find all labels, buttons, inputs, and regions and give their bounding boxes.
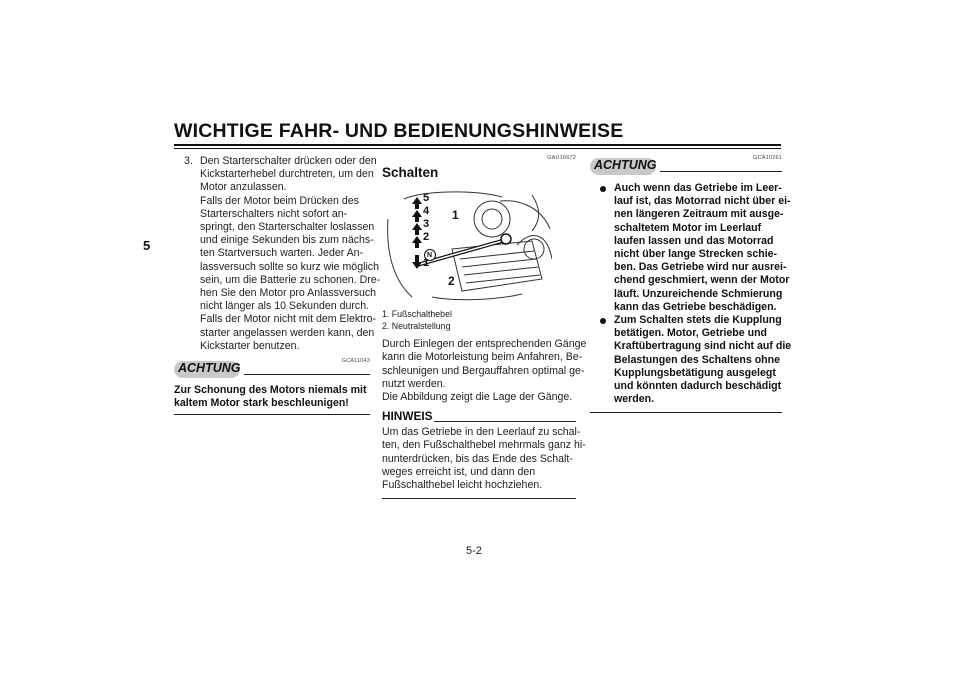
warning-header	[174, 359, 370, 381]
hinweis-rule	[434, 421, 576, 422]
page-title: WICHTIGE FAHR- UND BEDIENUNGSHINWEISE	[174, 120, 624, 142]
gear-shift-illustration	[382, 189, 552, 304]
step-line: Falls der Motor beim Drücken des	[200, 194, 359, 207]
gear-label-4: 4	[423, 205, 430, 218]
para-line: schleunigen und Bergauffahren optimal ge-	[382, 364, 585, 377]
warning-bullets	[590, 182, 792, 406]
step-line: Kickstarter benutzen.	[200, 339, 300, 352]
hinweis-label: HINWEIS	[382, 409, 433, 424]
bullet-line: betätigen. Motor, Getriebe und	[614, 327, 768, 340]
bullet-icon	[600, 186, 606, 192]
warning-end-rule	[590, 412, 782, 413]
hinweis-text	[382, 426, 586, 492]
warning-line: kaltem Motor stark beschleunigen!	[174, 397, 349, 410]
warning-badge	[174, 361, 240, 378]
warning-line: Zur Schonung des Motors niemals mit	[174, 384, 367, 397]
bullet-line: kann das Getriebe beschädigen.	[614, 300, 777, 313]
step-line: sein, um die Batterie zu schonen. Dre-	[200, 273, 381, 286]
bullet-line: läuft. Unzureichende Schmierung	[614, 287, 783, 300]
reference-code: GAU16672	[547, 155, 576, 161]
step-line: springt, den Starterschalter loslassen	[200, 221, 375, 234]
bullet-line: und könnten dadurch beschädigt	[614, 380, 782, 393]
gear-shift-figure	[382, 189, 552, 304]
para-line: nutzt werden.	[382, 377, 446, 390]
step-line: ten Startversuch warten. Jeder An-	[200, 247, 364, 260]
gear-label-n: N	[427, 252, 433, 260]
bullet-line: Kraftübertragung sind nicht auf die	[614, 340, 792, 353]
para-line: kann die Motorleistung beim Anfahren, Be-	[382, 351, 583, 364]
caption-1: 1. Fußschalthebel	[382, 309, 452, 320]
hinweis-end-rule	[382, 498, 576, 499]
right-column	[590, 152, 792, 413]
step-line: und einige Sekunden bis zum nächs-	[200, 234, 374, 247]
step-line: Falls der Motor nicht mit dem Elektro-	[200, 313, 377, 326]
chapter-tab: 5	[143, 238, 151, 253]
para-line: Die Abbildung zeigt die Lage der Gänge.	[382, 391, 573, 404]
hinweis-header	[382, 408, 576, 426]
bullet-line: ben. Das Getriebe wird nur ausrei-	[614, 261, 787, 274]
step-line: Kickstarterhebel durchtreten, um den	[200, 168, 374, 181]
hinweis-line: weges erreicht ist, und dann den	[382, 465, 536, 478]
section-title: Schalten	[382, 165, 439, 180]
step-line: Den Starterschalter drücken oder den	[200, 155, 377, 167]
gear-label-3: 3	[423, 218, 430, 231]
warning-bullet-2	[590, 314, 792, 406]
gear-label-2: 2	[423, 231, 430, 244]
bullet-line: Auch wenn das Getriebe im Leer-	[614, 182, 782, 194]
step-line: nicht länger als 10 Sekunden durch.	[200, 300, 370, 313]
bullet-line: chend geschmiert, wenn der Motor	[614, 274, 790, 287]
warning-text	[174, 384, 370, 410]
shift-paragraph	[382, 338, 587, 404]
warning-bullet-1	[590, 182, 791, 314]
caption-2: 2. Neutralstellung	[382, 320, 451, 331]
bullet-line: Kupplungsbetätigung ausgelegt	[614, 366, 776, 379]
bullet-line: schaltetem Motor im Leerlauf	[614, 221, 762, 234]
bullet-line: laufen lassen und das Motorrad	[614, 234, 774, 247]
step-line: lassversuch sollte so kurz wie möglich	[200, 260, 379, 273]
bullet-line: Zum Schalten stets die Kupplung	[614, 314, 782, 327]
reference-code: GCA10261	[753, 155, 782, 161]
warning-rule	[244, 374, 370, 375]
gear-label-1: 1	[423, 257, 430, 270]
para-line: Durch Einlegen der entsprechenden Gänge	[382, 338, 587, 351]
callout-2: 2	[448, 274, 455, 289]
bullet-line: nen längeren Zeitraum mit ausge-	[614, 208, 784, 221]
warning-end-rule	[174, 414, 370, 415]
figure-captions	[382, 309, 576, 332]
step-line: starter angelassen werden kann, den	[200, 326, 375, 339]
step-line: hen Sie den Motor pro Anlassversuch	[200, 287, 377, 300]
bullet-line: nicht über lange Strecken schie-	[614, 248, 778, 261]
title-rule	[174, 144, 781, 146]
step-number: 3.	[184, 155, 193, 167]
step-line: Starterschalters nicht sofort an-	[200, 207, 348, 220]
hinweis-line: nunterdrücken, bis das Ende des Schalt-	[382, 452, 573, 465]
bullet-icon	[600, 318, 606, 324]
middle-column	[382, 152, 587, 499]
warning-rule	[660, 171, 782, 172]
callout-1: 1	[452, 208, 459, 223]
left-column	[174, 152, 381, 415]
bullet-line: lauf ist, das Motorrad nicht über ei-	[614, 195, 791, 208]
reference-code: GCA11043	[341, 358, 370, 365]
hinweis-line: ten, den Fußschalthebel mehrmals ganz hi-	[382, 439, 586, 452]
page-number: 5-2	[466, 545, 482, 557]
warning-badge	[590, 158, 656, 175]
hinweis-line: Fußschalthebel leicht hochziehen.	[382, 479, 543, 492]
bullet-line: werden.	[614, 393, 655, 406]
warning-label: ACHTUNG	[178, 361, 241, 376]
step-3	[174, 155, 381, 353]
step-line: Motor anzulassen.	[200, 181, 287, 194]
gear-label-5: 5	[423, 192, 430, 205]
warning-label: ACHTUNG	[594, 158, 657, 172]
warning-header	[590, 156, 782, 178]
hinweis-line: Um das Getriebe in den Leerlauf zu schal-	[382, 426, 581, 439]
title-rule-thin	[174, 148, 781, 149]
bullet-line: Belastungen des Schaltens ohne	[614, 353, 781, 366]
